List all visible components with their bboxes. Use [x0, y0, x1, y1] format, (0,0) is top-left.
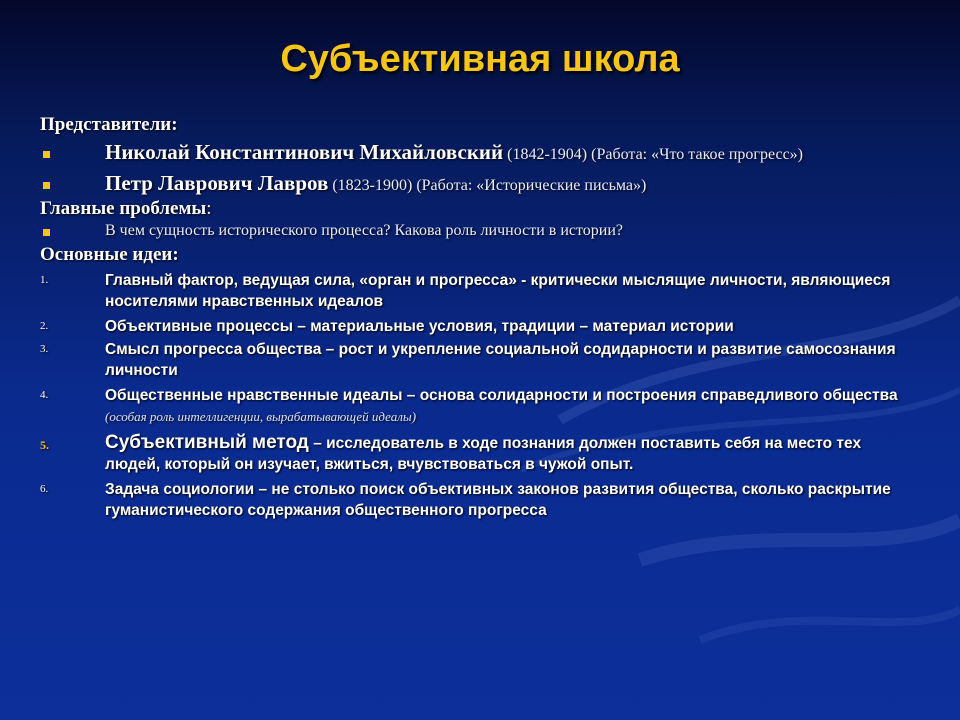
list-number: 2.	[40, 320, 49, 332]
problems-heading-text: Главные проблемы	[40, 198, 207, 219]
list-item-idea	[40, 316, 920, 337]
list-item-idea	[40, 339, 920, 381]
idea-text	[105, 385, 920, 427]
idea-text: Задача социологии – не столько поиск объективных законов развития общества, сколько раскрытие гуманистического содержания общественного прогресса	[105, 481, 891, 519]
problems-heading	[40, 198, 920, 220]
representative-name: Николай Константинович Михайловский	[105, 140, 504, 164]
list-item-idea	[40, 432, 920, 475]
slide-title: Субъективная школа	[280, 38, 680, 80]
square-bullet-icon	[43, 229, 50, 236]
idea-note: (особая роль интеллигенции, вырабатывающей идеалы)	[105, 409, 417, 424]
problems-text: В чем сущность исторического процесса? Какова роль личности в истории?	[105, 222, 623, 239]
list-item-idea	[40, 385, 920, 427]
list-item-idea	[40, 270, 920, 312]
idea-text: Главный фактор, ведущая сила, «орган и прогресса» - критически мыслящие личности, являющиеся носителями нравственных идеалов	[105, 272, 891, 310]
square-bullet-icon	[43, 182, 50, 189]
idea-main-text: Общественные нравственные идеалы – основа солидарности и построения справедливого общества	[105, 387, 898, 404]
idea-lead: Субъективный метод	[105, 432, 309, 453]
list-number: 5.	[40, 438, 49, 452]
idea-text: Объективные процессы – материальные условия, традиции – материал истории	[105, 318, 734, 335]
list-item-representative	[40, 171, 920, 196]
list-number: 1.	[40, 274, 49, 286]
list-number: 3.	[40, 343, 49, 355]
list-item-idea	[40, 479, 920, 521]
idea-text	[105, 432, 920, 475]
representative-details: (1842-1904) (Работа: «Что такое прогресс»)	[507, 146, 803, 163]
square-bullet-icon	[43, 151, 50, 158]
representative-name: Петр Лаврович Лавров	[105, 171, 329, 195]
list-number: 4.	[40, 389, 49, 401]
slide-content	[40, 112, 920, 521]
idea-main-text: – исследователь в ходе познания должен поставить себя на место тех людей, который он изучает, вжиться, вчувствоваться в чужой опыт.	[105, 435, 862, 473]
representatives-heading: Представители:	[40, 114, 178, 135]
problems-heading-colon: :	[206, 198, 212, 219]
ideas-heading: Основные идеи:	[40, 244, 179, 265]
idea-text: Смысл прогресса общества – рост и укрепление социальной содидарности и развитие самосознания личности	[105, 341, 896, 379]
representative-details: (1823-1900) (Работа: «Исторические письма»)	[332, 177, 647, 194]
list-item-representative	[40, 140, 920, 165]
list-item-problem	[40, 222, 920, 240]
list-number: 6.	[40, 483, 49, 495]
